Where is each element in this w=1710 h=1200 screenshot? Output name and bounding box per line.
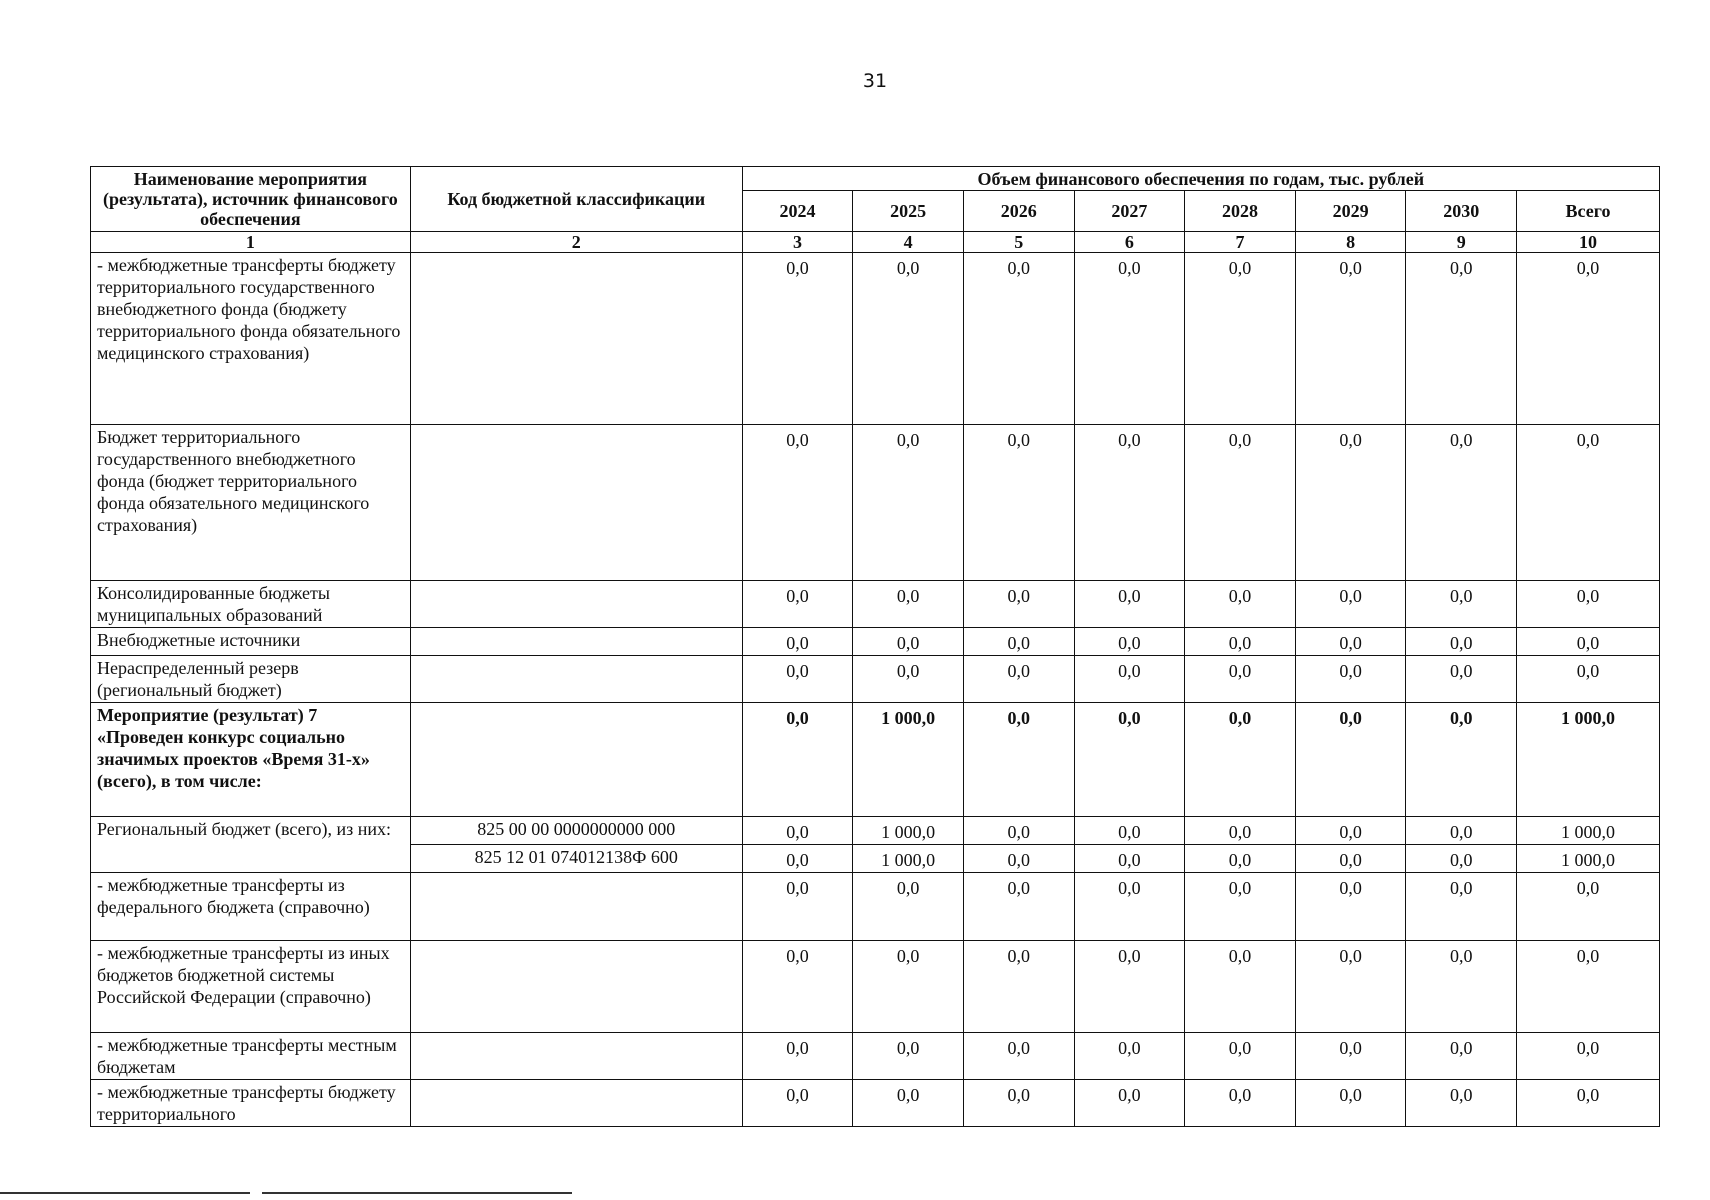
row-value-2030: 0,0 (1406, 703, 1517, 817)
row-value-2024: 0,0 (742, 873, 853, 941)
row-value-total: 0,0 (1517, 581, 1660, 628)
row-value-2026: 0,0 (963, 1033, 1074, 1080)
financing-table (90, 166, 1660, 1127)
row-value-2029: 0,0 (1295, 873, 1406, 941)
row-value-2027: 0,0 (1074, 817, 1185, 845)
row-value-2026: 0,0 (963, 873, 1074, 941)
row-value-2025: 0,0 (853, 656, 964, 703)
row-code (410, 425, 742, 581)
row-value-total: 1 000,0 (1517, 845, 1660, 873)
header-year: 2024 (742, 191, 853, 232)
row-value-2027: 0,0 (1074, 703, 1185, 817)
row-value-2028: 0,0 (1185, 1033, 1296, 1080)
row-value-2029: 0,0 (1295, 581, 1406, 628)
header-volume-group: Объем финансового обеспечения по годам, тыс. рублей (742, 167, 1659, 191)
row-value-2027: 0,0 (1074, 581, 1185, 628)
row-value-2030: 0,0 (1406, 253, 1517, 425)
row-code (410, 628, 742, 656)
row-value-2029: 0,0 (1295, 253, 1406, 425)
row-value-2027: 0,0 (1074, 1080, 1185, 1127)
row-code (410, 1033, 742, 1080)
row-name: Бюджет территориального государственного внебюджетного фонда (бюджет территориального фонда обязательного медицинского страхования) (91, 425, 411, 581)
row-value-2025: 1 000,0 (853, 703, 964, 817)
row-value-2029: 0,0 (1295, 628, 1406, 656)
row-value-2026: 0,0 (963, 941, 1074, 1033)
row-value-total: 0,0 (1517, 425, 1660, 581)
row-name: Внебюджетные источники (91, 628, 411, 656)
row-value-2027: 0,0 (1074, 941, 1185, 1033)
row-value-2027: 0,0 (1074, 873, 1185, 941)
row-value-2028: 0,0 (1185, 253, 1296, 425)
column-number: 8 (1295, 232, 1406, 253)
row-value-2024: 0,0 (742, 1033, 853, 1080)
row-value-total: 0,0 (1517, 941, 1660, 1033)
column-number: 2 (410, 232, 742, 253)
scan-mark-line (262, 1192, 572, 1194)
table-row (91, 817, 1660, 845)
row-value-2028: 0,0 (1185, 656, 1296, 703)
row-value-2028: 0,0 (1185, 845, 1296, 873)
row-code (410, 253, 742, 425)
row-value-2030: 0,0 (1406, 581, 1517, 628)
row-name: - межбюджетные трансферты из иных бюджетов бюджетной системы Российской Федерации (справочно) (91, 941, 411, 1033)
row-value-2028: 0,0 (1185, 1080, 1296, 1127)
row-value-2028: 0,0 (1185, 873, 1296, 941)
row-value-2026: 0,0 (963, 1080, 1074, 1127)
row-value-2026: 0,0 (963, 253, 1074, 425)
header-total: Всего (1517, 191, 1660, 232)
column-number: 4 (853, 232, 964, 253)
row-value-2024: 0,0 (742, 941, 853, 1033)
row-value-2029: 0,0 (1295, 845, 1406, 873)
column-number: 9 (1406, 232, 1517, 253)
row-value-2029: 0,0 (1295, 817, 1406, 845)
row-value-2027: 0,0 (1074, 425, 1185, 581)
row-value-2026: 0,0 (963, 656, 1074, 703)
row-value-2024: 0,0 (742, 581, 853, 628)
table-row (91, 425, 1660, 581)
column-number: 5 (963, 232, 1074, 253)
row-value-2024: 0,0 (742, 1080, 853, 1127)
row-value-2029: 0,0 (1295, 425, 1406, 581)
table-row (91, 873, 1660, 941)
row-name: Мероприятие (результат) 7 «Проведен конкурс социально значимых проектов «Время 31-х» (всего), в том числе: (91, 703, 411, 817)
row-value-2030: 0,0 (1406, 873, 1517, 941)
row-value-2030: 0,0 (1406, 425, 1517, 581)
scan-mark-line (0, 1192, 250, 1194)
column-number: 10 (1517, 232, 1660, 253)
row-value-2029: 0,0 (1295, 703, 1406, 817)
row-value-2028: 0,0 (1185, 581, 1296, 628)
row-value-total: 0,0 (1517, 1080, 1660, 1127)
row-value-total: 0,0 (1517, 253, 1660, 425)
row-value-2025: 0,0 (853, 1033, 964, 1080)
row-name: - межбюджетные трансферты местным бюджетам (91, 1033, 411, 1080)
row-code: 825 00 00 0000000000 000 (410, 817, 742, 845)
row-code (410, 873, 742, 941)
row-name: Консолидированные бюджеты муниципальных образований (91, 581, 411, 628)
row-value-2029: 0,0 (1295, 941, 1406, 1033)
row-value-2027: 0,0 (1074, 1033, 1185, 1080)
row-value-2024: 0,0 (742, 703, 853, 817)
row-value-2024: 0,0 (742, 425, 853, 581)
header-year: 2026 (963, 191, 1074, 232)
row-code (410, 703, 742, 817)
table-row-event (91, 703, 1660, 817)
row-name: Нераспределенный резерв (региональный бюджет) (91, 656, 411, 703)
header-year: 2025 (853, 191, 964, 232)
row-value-2028: 0,0 (1185, 817, 1296, 845)
row-value-2025: 0,0 (853, 628, 964, 656)
row-value-2027: 0,0 (1074, 253, 1185, 425)
row-value-2024: 0,0 (742, 817, 853, 845)
header-code-column: Код бюджетной классификации (410, 167, 742, 232)
row-value-2028: 0,0 (1185, 425, 1296, 581)
row-value-2025: 0,0 (853, 425, 964, 581)
row-value-2026: 0,0 (963, 817, 1074, 845)
row-value-total: 1 000,0 (1517, 817, 1660, 845)
column-number: 6 (1074, 232, 1185, 253)
column-number: 7 (1185, 232, 1296, 253)
row-value-2024: 0,0 (742, 253, 853, 425)
page-number: 31 (862, 70, 888, 92)
row-value-2030: 0,0 (1406, 817, 1517, 845)
row-value-2030: 0,0 (1406, 628, 1517, 656)
row-value-2025: 0,0 (853, 1080, 964, 1127)
row-value-2025: 1 000,0 (853, 817, 964, 845)
scan-edge-marks (0, 1192, 1710, 1194)
header-year: 2027 (1074, 191, 1185, 232)
row-code: 825 12 01 074012138Ф 600 (410, 845, 742, 873)
row-code (410, 1080, 742, 1127)
row-code (410, 581, 742, 628)
row-value-2029: 0,0 (1295, 656, 1406, 703)
row-name: - межбюджетные трансферты из федерального бюджета (справочно) (91, 873, 411, 941)
row-value-2027: 0,0 (1074, 628, 1185, 656)
row-value-2025: 1 000,0 (853, 845, 964, 873)
row-value-2030: 0,0 (1406, 656, 1517, 703)
row-value-2028: 0,0 (1185, 941, 1296, 1033)
row-value-2030: 0,0 (1406, 941, 1517, 1033)
row-value-2027: 0,0 (1074, 845, 1185, 873)
table-row (91, 628, 1660, 656)
row-name: Региональный бюджет (всего), из них: (91, 817, 411, 873)
row-value-2030: 0,0 (1406, 1080, 1517, 1127)
row-value-total: 0,0 (1517, 873, 1660, 941)
row-value-2029: 0,0 (1295, 1080, 1406, 1127)
row-value-total: 0,0 (1517, 628, 1660, 656)
row-name: - межбюджетные трансферты бюджету территориального государственного внебюджетного фонда (бюджету территориального фонда обязательного медицинского страхования) (91, 253, 411, 425)
row-value-2026: 0,0 (963, 845, 1074, 873)
table-row (91, 1080, 1660, 1127)
row-value-2030: 0,0 (1406, 845, 1517, 873)
header-year: 2028 (1185, 191, 1296, 232)
table-row (91, 1033, 1660, 1080)
row-code (410, 656, 742, 703)
row-value-2025: 0,0 (853, 873, 964, 941)
column-number: 1 (91, 232, 411, 253)
row-value-2026: 0,0 (963, 703, 1074, 817)
row-value-total: 1 000,0 (1517, 703, 1660, 817)
row-value-2025: 0,0 (853, 253, 964, 425)
row-value-2024: 0,0 (742, 628, 853, 656)
table-row (91, 253, 1660, 425)
row-value-2025: 0,0 (853, 581, 964, 628)
row-value-2025: 0,0 (853, 941, 964, 1033)
table-row (91, 581, 1660, 628)
row-value-2027: 0,0 (1074, 656, 1185, 703)
table-row (91, 941, 1660, 1033)
row-code (410, 941, 742, 1033)
row-value-2028: 0,0 (1185, 628, 1296, 656)
row-value-2026: 0,0 (963, 425, 1074, 581)
table-row (91, 656, 1660, 703)
financing-table-container (90, 166, 1660, 1127)
header-year: 2029 (1295, 191, 1406, 232)
header-name-column: Наименование мероприятия (результата), источник финансового обеспечения (91, 167, 411, 232)
row-value-2026: 0,0 (963, 628, 1074, 656)
row-value-2030: 0,0 (1406, 1033, 1517, 1080)
row-value-2028: 0,0 (1185, 703, 1296, 817)
header-year: 2030 (1406, 191, 1517, 232)
row-value-2024: 0,0 (742, 656, 853, 703)
column-number: 3 (742, 232, 853, 253)
row-name: - межбюджетные трансферты бюджету территориального (91, 1080, 411, 1127)
row-value-2026: 0,0 (963, 581, 1074, 628)
row-value-2029: 0,0 (1295, 1033, 1406, 1080)
row-value-total: 0,0 (1517, 1033, 1660, 1080)
row-value-total: 0,0 (1517, 656, 1660, 703)
row-value-2024: 0,0 (742, 845, 853, 873)
